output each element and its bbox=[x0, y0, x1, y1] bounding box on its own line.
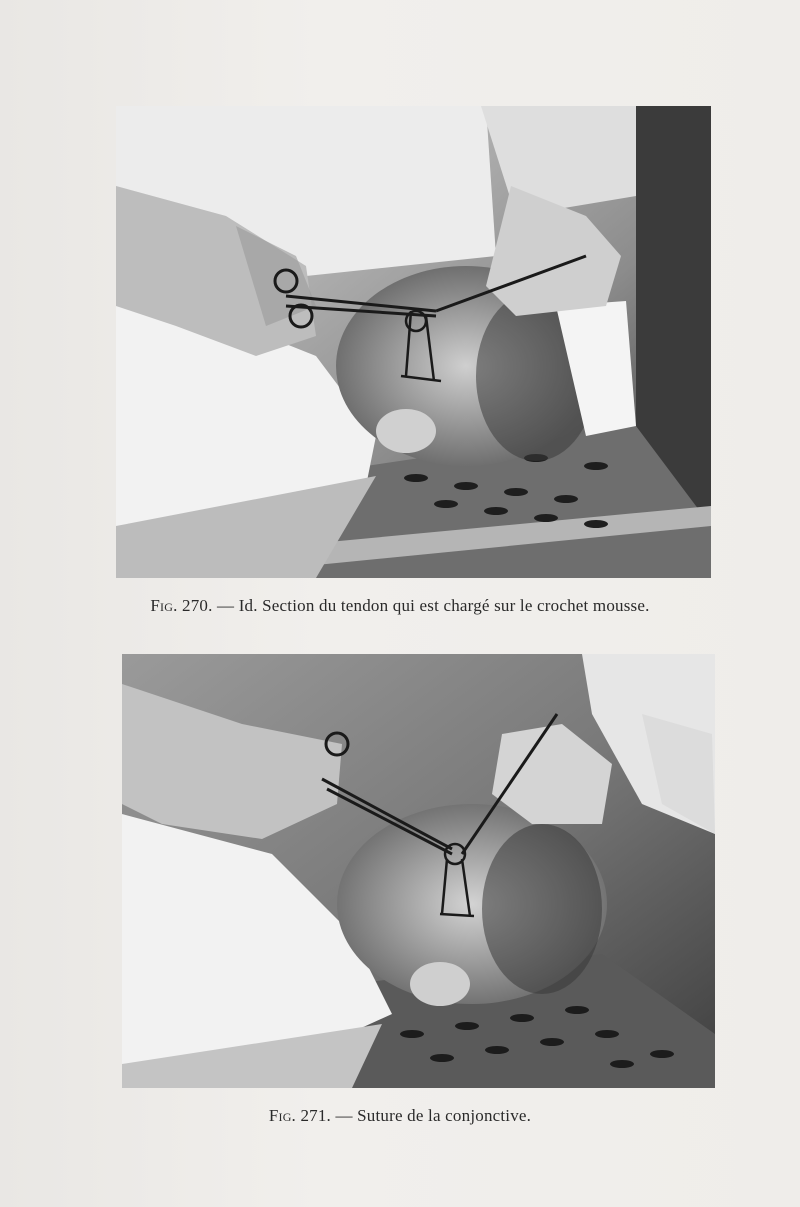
figure-270-photograph bbox=[116, 106, 711, 578]
figure-271-dash: — bbox=[331, 1106, 358, 1125]
figure-271-caption bbox=[0, 1106, 800, 1126]
figure-271-photograph bbox=[122, 654, 715, 1088]
figure-271-text: Suture de la conjonctive. bbox=[357, 1106, 532, 1125]
figure-270-caption bbox=[0, 596, 800, 616]
figure-270-dash: — bbox=[212, 596, 239, 615]
figure-271-label: Fig. 271. bbox=[268, 1106, 332, 1125]
figure-270-label: Fig. 270. bbox=[150, 596, 213, 615]
figure-270-text: Id. Section du tendon qui est chargé sur le crochet mousse. bbox=[238, 596, 650, 615]
